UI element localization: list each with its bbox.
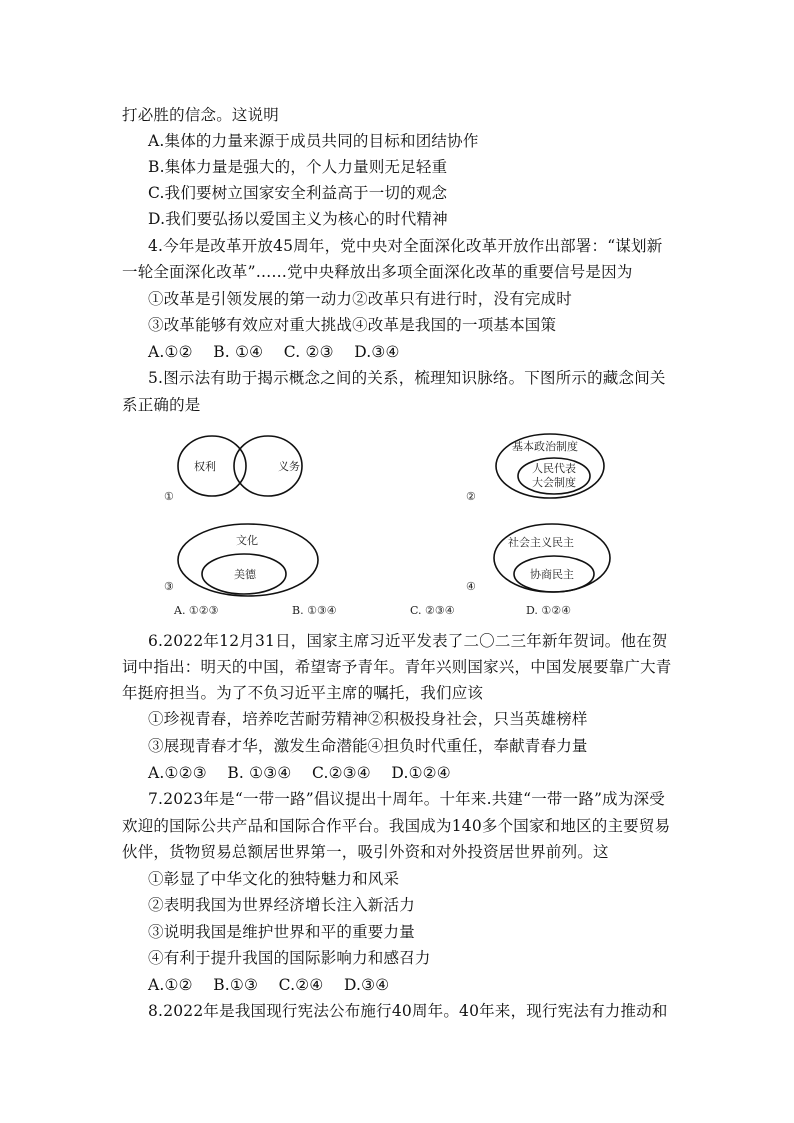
text-line: 8.2022年是我国现行宪法公布施行40周年。40年来，现行宪法有力推动和 xyxy=(148,1002,668,1020)
text-line: C.我们要树立国家安全利益高于一切的观念 xyxy=(148,184,448,202)
text-line: ②表明我国为世界经济增长注入新活力 xyxy=(148,896,415,914)
text-line: ①彰显了中华文化的独特魅力和风采 xyxy=(148,870,400,888)
text-line: ④有利于提升我国的国际影响力和感召力 xyxy=(148,949,431,967)
diagram-option-a: A. ①②③ xyxy=(174,604,219,617)
diagram-option-d: D. ①②④ xyxy=(526,604,572,617)
consultative-democracy-label: 协商民主 xyxy=(530,568,574,581)
text-line: ③说明我国是维护世界和平的重要力量 xyxy=(148,923,415,941)
text-line: ③展现青春才华，激发生命潜能④担负时代重任，奉献青春力量 xyxy=(148,737,588,755)
duties-label: 义务 xyxy=(278,460,300,473)
culture-label: 文化 xyxy=(236,534,258,547)
concept-diagram xyxy=(150,430,630,622)
text-line: 打必胜的信念。这说明 xyxy=(122,106,280,124)
diagram-number-2: ② xyxy=(466,490,476,503)
text-line: 5.图示法有助于揭示概念之间的关系，梳理知识脉络。下图所示的藏念间关 xyxy=(148,369,666,387)
basic-political-system-label: 基本政治制度 xyxy=(512,440,578,453)
diagram-option-c: C. ②③④ xyxy=(410,604,455,617)
text-line: 一轮全面深化改革”……党中央释放出多项全面深化改革的重要信号是因为 xyxy=(122,263,633,281)
text-line: ①珍视青春，培养吃苦耐劳精神②积极投身社会，只当英雄榜样 xyxy=(148,710,588,728)
text-line: 年挺府担当。为了不负习近平主席的嘱托，我们应该 xyxy=(122,684,484,702)
diagram-option-b: B. ①③④ xyxy=(292,604,337,617)
socialist-democracy-ellipse xyxy=(494,524,610,592)
virtue-label: 美德 xyxy=(234,568,256,581)
text-line: D.我们要弘扬以爱国主义为核心的时代精神 xyxy=(148,210,448,228)
text-line: B.集体力量是强大的，个人力量则无足轻重 xyxy=(148,158,448,176)
rights-label: 权利 xyxy=(194,460,216,473)
diagram-number-4: ④ xyxy=(466,580,476,593)
npc-label-line1: 人民代表 xyxy=(532,462,576,475)
text-line: A.集体的力量来源于成员共同的目标和团结协作 xyxy=(148,132,479,150)
npc-label-line2: 大会制度 xyxy=(532,476,576,489)
text-line: 伙伴，货物贸易总额居世界第一，吸引外资和对外投资居世界前列。这 xyxy=(122,843,609,861)
text-line: 欢迎的国际公共产品和国际合作平台。我国成为140多个国家和地区的主要贸易 xyxy=(122,817,671,835)
text-line: ①改革是引领发展的第一动力②改革只有进行时，没有完成时 xyxy=(148,290,572,308)
diagram-number-3: ③ xyxy=(164,580,174,593)
text-line: 4.今年是改革开放45周年，党中央对全面深化改革开放作出部署：“谋划新 xyxy=(148,237,663,255)
text-line: 7.2023年是“一带一路”倡议提出十周年。十年来.共建“一带一路”成为深受 xyxy=(148,790,665,808)
text-line: 6.2022年12月31日，国家主席习近平发表了二〇二三年新年贺词。他在贺 xyxy=(148,632,668,650)
diagram-svg xyxy=(150,430,630,622)
answer-options: A.①② B. ①④ C. ②③ D.③④ xyxy=(148,343,400,361)
text-line: 词中指出：明天的中国，希望寄予青年。青年兴则国家兴，中国发展要靠广大青 xyxy=(122,658,672,676)
text-line: 系正确的是 xyxy=(122,396,201,414)
diagram-number-1: ① xyxy=(164,490,174,503)
socialist-democracy-label: 社会主义民主 xyxy=(508,536,574,549)
answer-options: A.①②③ B. ①③④ C.②③④ D.①②④ xyxy=(148,764,451,782)
answer-options: A.①② B.①③ C.②④ D.③④ xyxy=(148,976,390,994)
text-line: ③改革能够有效应对重大挑战④改革是我国的一项基本国策 xyxy=(148,316,557,334)
